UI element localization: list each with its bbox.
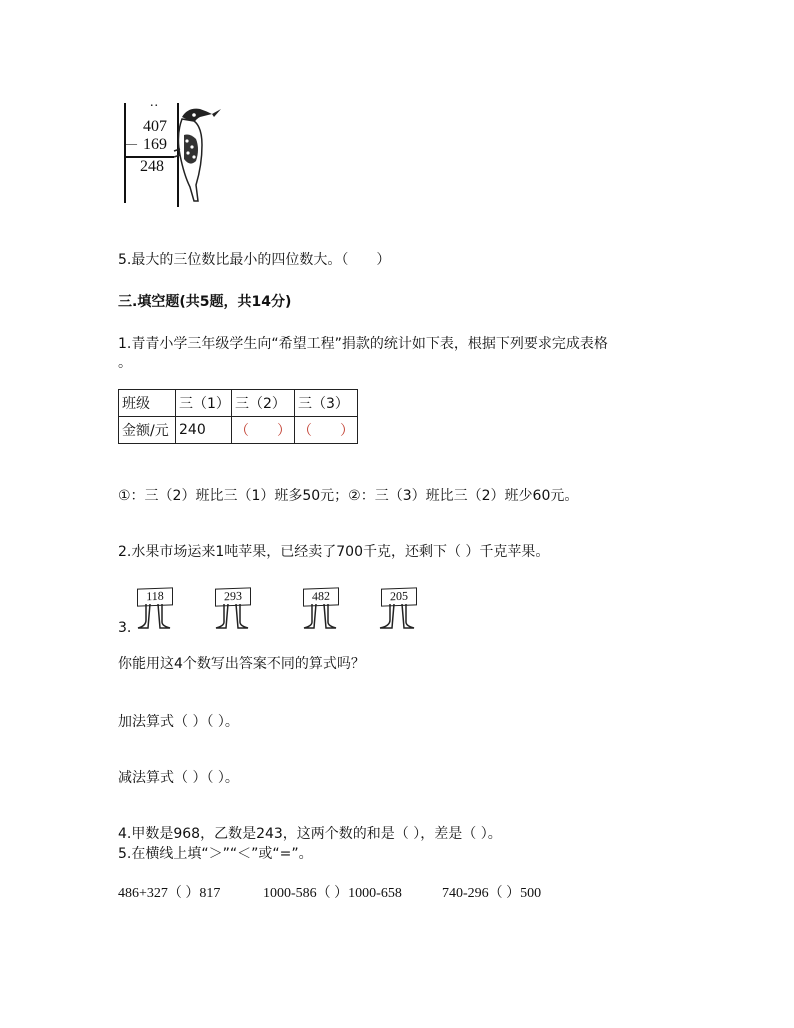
boot-card-118 — [134, 586, 178, 630]
amount-class-1: 240 — [176, 417, 232, 444]
row-label-amount: 金额/元 — [119, 417, 176, 444]
boots-icon — [378, 604, 422, 632]
fill-3-question: 你能用这4个数写出答案不同的算式吗？ — [118, 656, 365, 672]
boot-card-293 — [212, 586, 256, 630]
minuend: 407 — [143, 118, 167, 135]
difference: 248 — [140, 158, 164, 175]
header-class-2: 三（2） — [232, 390, 295, 417]
fill-1-text-cont: 。 — [118, 355, 132, 371]
question-5: 5.最大的三位数比最小的四位数大。（ ） — [118, 252, 391, 268]
compare-item-2: 1000-586（ ）1000-658 — [263, 886, 402, 901]
amount-class-3-blank[interactable]: （ ） — [295, 417, 358, 444]
table-row — [119, 417, 358, 444]
donation-table — [118, 389, 358, 444]
boot-number: 205 — [381, 587, 417, 606]
boots-icon — [134, 604, 178, 632]
compare-item-3: 740-296（ ）500 — [442, 886, 542, 901]
boot-number: 118 — [137, 587, 173, 606]
header-class-3: 三（3） — [295, 390, 358, 417]
subtrahend: 169 — [143, 136, 167, 153]
carry-dots: .. — [150, 95, 159, 110]
fill-3-number: 3. — [118, 620, 132, 636]
table-header-row — [119, 390, 358, 417]
fill-2-text: 2.水果市场运来1吨苹果，已经卖了700千克，还剩下（ ）千克苹果。 — [118, 544, 550, 560]
boot-number: 482 — [303, 587, 339, 606]
boot-number: 293 — [215, 587, 251, 606]
boots-icon — [300, 604, 344, 632]
fill-3-addition: 加法算式（ ）（ ）。 — [118, 714, 239, 730]
fill-5-title: 5.在横线上填“＞”“＜”或“=”。 — [118, 846, 313, 862]
fill-3-subtraction: 减法算式（ ）（ ）。 — [118, 770, 239, 786]
fill-1-conditions: ①：三（2）班比三（1）班多50元；②：三（3）班比三（2）班少60元。 — [118, 488, 579, 504]
fill-1-text: 1.青青小学三年级学生向“希望工程”捐款的统计如下表，根据下列要求完成表格 — [118, 336, 608, 352]
header-class: 班级 — [119, 390, 176, 417]
boot-card-482 — [300, 586, 344, 630]
header-class-1: 三（1） — [176, 390, 232, 417]
amount-class-2-blank[interactable]: （ ） — [232, 417, 295, 444]
fill-4-text: 4.甲数是968，乙数是243，这两个数的和是（ ），差是（ ）。 — [118, 826, 502, 842]
boot-card-205 — [378, 586, 422, 630]
minus-sign: — — [125, 136, 137, 150]
woodpecker-subtraction-figure — [120, 95, 220, 207]
tree-trunk-line — [124, 103, 126, 203]
section-3-title: 三.填空题(共5题，共14分) — [118, 294, 292, 310]
boots-icon — [212, 604, 256, 632]
woodpecker-icon — [172, 105, 222, 205]
compare-item-1: 486+327（ ）817 — [118, 886, 221, 901]
